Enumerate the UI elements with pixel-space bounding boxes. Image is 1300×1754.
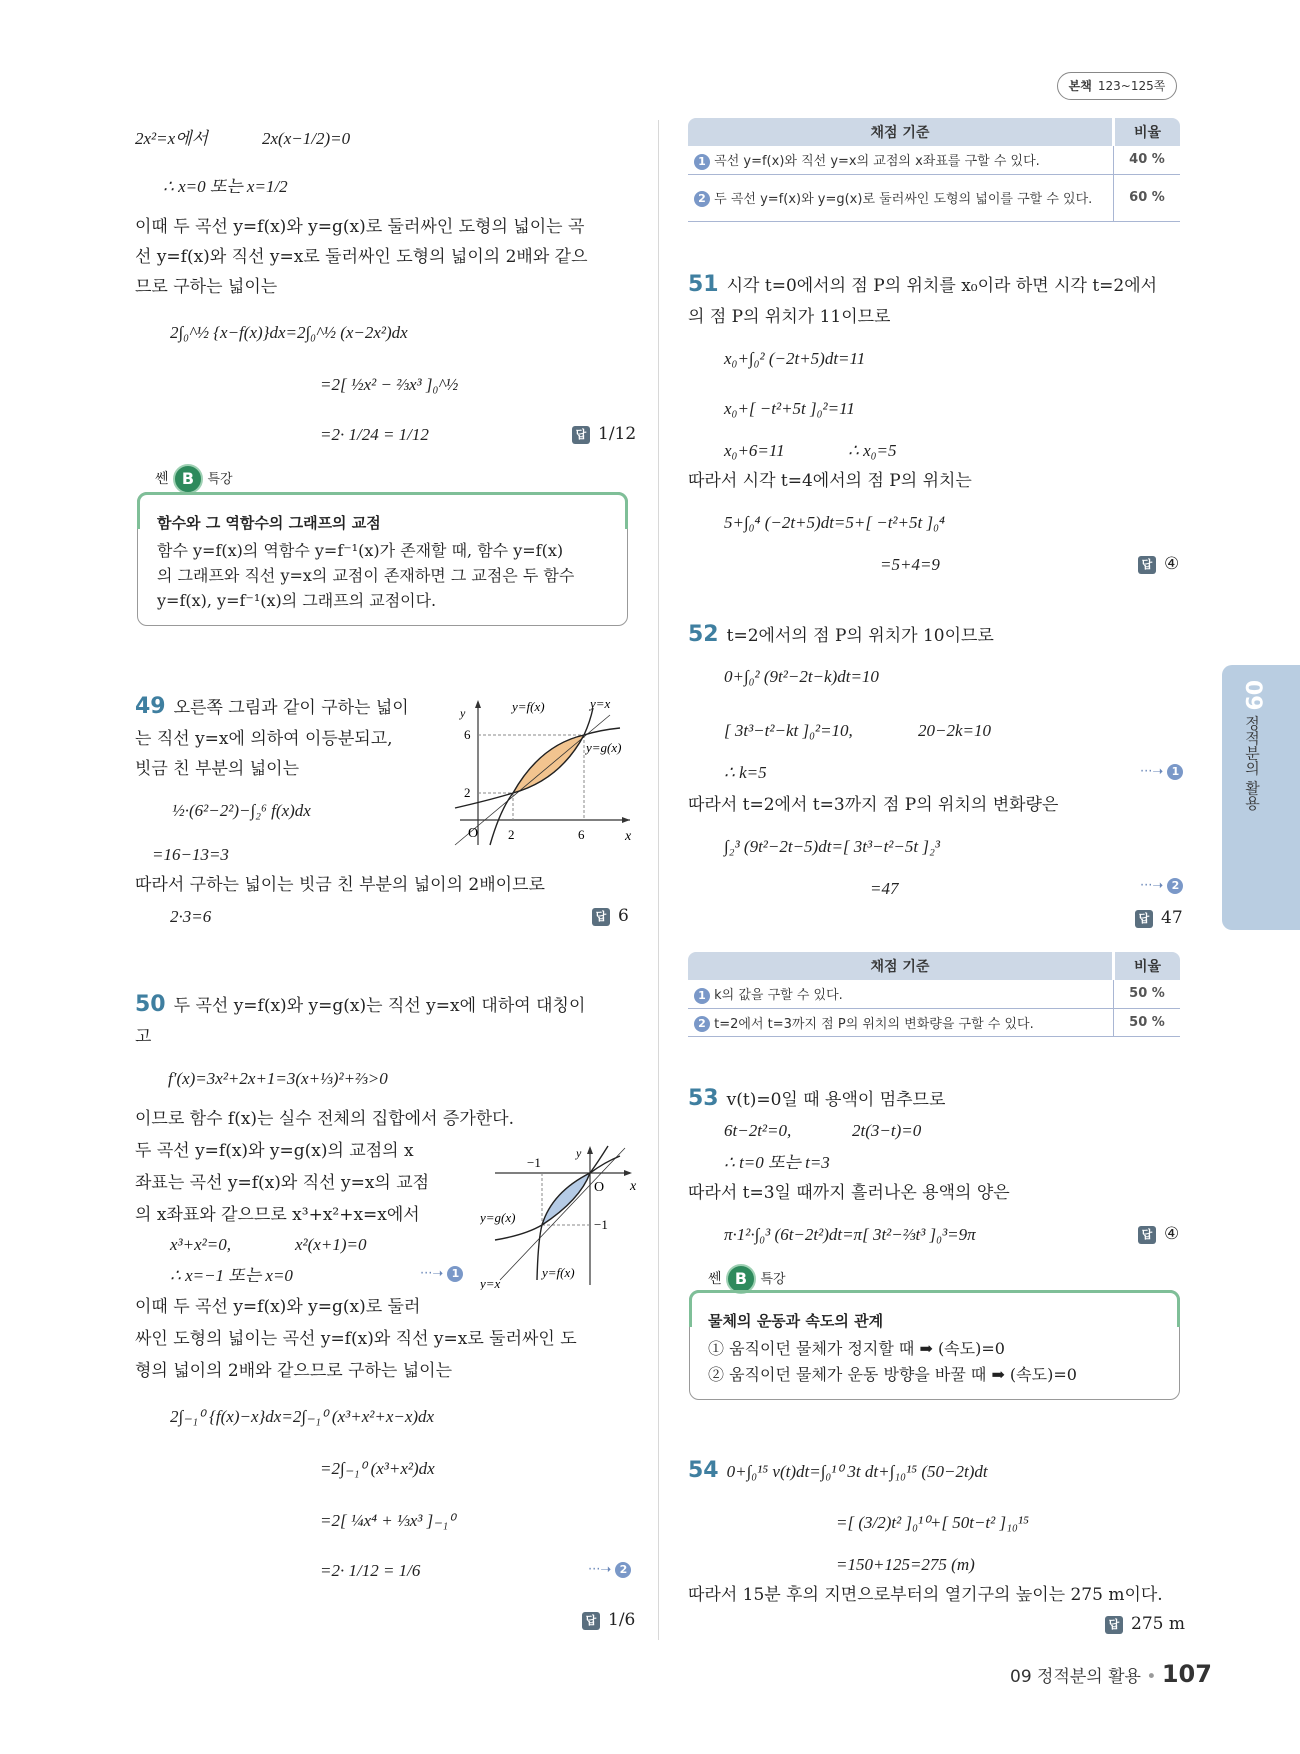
equation: ∴ x=0 또는 x=1/2	[163, 177, 288, 196]
step-marker-2: ···➝ 2	[588, 1562, 631, 1578]
ratio-value: 40 %	[1114, 146, 1181, 174]
equation: =47	[870, 879, 899, 898]
svg-text:O: O	[468, 826, 479, 841]
problem-number: 50	[135, 992, 166, 1017]
text: 두 곡선 y=f(x)와 y=g(x)는 직선 y=x에 대하여 대칭이	[173, 996, 586, 1016]
equation: =2∫₋₁⁰ (x³+x²)dx	[320, 1459, 435, 1478]
equation: =2[ ¼x⁴ + ⅓x³ ]₋₁⁰	[320, 1511, 455, 1530]
text-line: 고	[135, 1027, 152, 1047]
answer-icon: 답	[582, 1612, 600, 1630]
table-row	[688, 174, 1180, 221]
svg-text:O: O	[594, 1180, 605, 1195]
equation: x₀+∫₀² (−2t+5)dt=11	[724, 349, 866, 368]
page-number: 107	[1161, 1660, 1212, 1688]
table-row	[688, 146, 1180, 174]
text: v(t)=0일 때 용액이 멈추므로	[726, 1090, 946, 1110]
answer-value: 275 m	[1131, 1614, 1185, 1634]
step-number-icon: 2	[1167, 878, 1183, 894]
equation: =5+4=9	[880, 555, 940, 574]
equation: [ 3t³−t²−kt ]₀²=10,	[724, 721, 853, 740]
svg-text:−1: −1	[527, 1155, 541, 1170]
equation: 0+∫₀² (9t²−2t−k)dt=10	[724, 667, 879, 686]
svg-text:x: x	[625, 829, 632, 844]
equation: 2∫₀^½ {x−f(x)}dx=2∫₀^½ (x−2x²)dx	[170, 323, 408, 342]
grading-table-2	[688, 952, 1180, 1037]
text: 오른쪽 그림과 같이 구하는 넓이	[173, 698, 409, 718]
criteria-text: 곡선 y=f(x)와 직선 y=x의 교점의 x좌표를 구할 수 있다.	[714, 154, 1040, 169]
textbook-page-reference	[1057, 72, 1177, 100]
header-criteria: 채점 기준	[688, 952, 1114, 980]
chapter-title: 정적분의 활용	[1243, 715, 1261, 811]
equation: =150+125=275 (m)	[836, 1555, 975, 1574]
header-ratio: 비율	[1114, 118, 1181, 146]
step-number-icon: 1	[694, 988, 710, 1004]
equation: 2x²=x에서	[135, 129, 209, 148]
text-line: 이므로 함수 f(x)는 실수 전체의 집합에서 증가한다.	[135, 1109, 514, 1129]
text: 0+∫₀¹⁵ v(t)dt=∫₀¹⁰ 3t dt+∫₁₀¹⁵ (50−2t)dt	[726, 1462, 988, 1481]
text-line	[688, 1088, 945, 1111]
equation: x³+x²=0,	[170, 1235, 231, 1254]
table-row	[688, 980, 1180, 1008]
problem-number: 54	[688, 1458, 719, 1483]
answer-value: 6	[618, 906, 629, 926]
svg-text:y: y	[576, 1146, 582, 1160]
text-line: 따라서 시각 t=4에서의 점 P의 위치는	[688, 471, 972, 491]
problem-number: 49	[135, 694, 166, 719]
text-line: 좌표는 곡선 y=f(x)와 직선 y=x의 교점	[135, 1173, 430, 1193]
answer	[1105, 1614, 1185, 1634]
text-line	[135, 994, 585, 1017]
answer-icon: 답	[1138, 1226, 1156, 1244]
text-line: 이때 두 곡선 y=f(x)와 y=g(x)로 둘러	[135, 1297, 421, 1317]
text-line: 므로 구하는 넓이는	[135, 277, 278, 297]
step-marker-1: ···➝ 1	[1140, 764, 1183, 780]
step-number-icon: 1	[694, 154, 710, 170]
criteria-text: k의 값을 구할 수 있다.	[714, 988, 843, 1003]
text-line: 의 점 P의 위치가 11이므로	[688, 307, 891, 327]
tip-label: 특강	[207, 472, 233, 487]
problem-number: 52	[688, 622, 719, 647]
text-line: 빗금 친 부분의 넓이는	[135, 759, 300, 779]
table-row	[688, 1008, 1180, 1037]
svg-text:−1: −1	[594, 1217, 608, 1232]
equation: ∴ x₀=5	[848, 441, 897, 460]
equation: x²(x+1)=0	[295, 1235, 367, 1254]
graph-50	[480, 1140, 640, 1290]
step-number-icon: 2	[694, 1016, 710, 1032]
svg-text:6: 6	[578, 827, 585, 842]
text-line: 따라서 구하는 넓이는 빗금 친 부분의 넓이의 2배이므로	[135, 875, 545, 895]
text: t=2에서의 점 P의 위치가 10이므로	[726, 626, 994, 646]
text-line: 싸인 도형의 넓이는 곡선 y=f(x)와 직선 y=x로 둘러싸인 도	[135, 1329, 577, 1349]
problem-number: 51	[688, 272, 719, 297]
step-number-icon: 2	[694, 191, 710, 207]
text-line	[688, 624, 994, 647]
grading-table-1	[688, 118, 1180, 222]
step-number-icon: 1	[1167, 764, 1183, 780]
equation: =2[ ½x² − ⅔x³ ]₀^½	[320, 375, 459, 394]
answer	[572, 424, 636, 444]
b-badge-icon: B	[173, 464, 203, 494]
equation: =2· 1/12 = 1/6	[320, 1561, 421, 1580]
b-badge-icon: B	[726, 1264, 756, 1294]
step-number-icon: 2	[615, 1562, 631, 1578]
equation: 6t−2t²=0,	[724, 1121, 792, 1140]
equation: ∫₂³ (9t²−2t−5)dt=[ 3t³−t²−5t ]₂³	[724, 837, 940, 856]
text-line: 따라서 15분 후의 지면으로부터의 열기구의 높이는 275 m이다.	[688, 1585, 1163, 1605]
tip-line: y=f(x), y=f⁻¹(x)의 그래프의 교점이다.	[157, 591, 437, 610]
answer-icon: 답	[1138, 556, 1156, 574]
svg-text:y=x: y=x	[480, 1276, 501, 1290]
tip-line: 함수 y=f(x)의 역함수 y=f⁻¹(x)가 존재할 때, 함수 y=f(x)	[157, 541, 564, 560]
tip-title: 함수와 그 역함수의 그래프의 교점	[157, 514, 381, 532]
answer-value: 1/6	[608, 1610, 636, 1630]
ratio-value: 50 %	[1114, 980, 1181, 1008]
ratio-value: 60 %	[1114, 174, 1181, 221]
column-divider	[658, 120, 659, 1640]
tip-title: 물체의 운동과 속도의 관계	[708, 1312, 884, 1330]
step-marker-2: ···➝ 2	[1140, 878, 1183, 894]
criteria-text: t=2에서 t=3까지 점 P의 위치의 변화량을 구할 수 있다.	[714, 1016, 1034, 1032]
step-number-icon: 1	[447, 1266, 463, 1282]
equation: =16−13=3	[152, 845, 229, 864]
tip-line: 의 그래프와 직선 y=x의 교점이 존재하면 그 교점은 두 함수	[157, 566, 575, 585]
equation: x₀+6=11	[724, 441, 785, 460]
answer	[592, 906, 629, 926]
equation: f′(x)=3x²+2x+1=3(x+⅓)²+⅔>0	[168, 1069, 388, 1088]
svg-text:y=g(x): y=g(x)	[480, 1210, 516, 1225]
equation: ∴ x=−1 또는 x=0	[170, 1266, 293, 1285]
svg-text:y=f(x): y=f(x)	[512, 699, 545, 714]
text-line	[135, 696, 409, 719]
header-criteria: 채점 기준	[688, 118, 1114, 146]
answer	[1138, 554, 1179, 574]
equation: 2·3=6	[170, 907, 212, 926]
text-line: 따라서 t=2에서 t=3까지 점 P의 위치의 변화량은	[688, 795, 1059, 815]
equation: ½·(6²−2²)−∫₂⁶ f(x)dx	[172, 801, 311, 820]
chapter-side-tab-label	[1240, 680, 1265, 810]
problem-number: 53	[688, 1086, 719, 1111]
badge-pages: 123~125쪽	[1097, 79, 1166, 93]
equation: ∴ t=0 또는 t=3	[724, 1153, 830, 1172]
badge-label: 본책	[1068, 79, 1092, 93]
graph-49	[450, 690, 640, 850]
svg-text:y=x: y=x	[590, 696, 611, 711]
equation: 20−2k=10	[918, 721, 991, 740]
answer-icon: 답	[572, 426, 590, 444]
svg-text:2: 2	[464, 785, 471, 800]
answer-value: ④	[1164, 554, 1180, 574]
equation: x₀+[ −t²+5t ]₀²=11	[724, 399, 855, 418]
equation: ∴ k=5	[724, 763, 767, 782]
answer-value: 47	[1161, 908, 1183, 928]
page-footer	[1010, 1660, 1212, 1688]
equation: 2x(x−1/2)=0	[262, 129, 351, 148]
svg-text:2: 2	[508, 827, 515, 842]
text-line	[688, 274, 1157, 297]
text: 시각 t=0에서의 점 P의 위치를 x₀이라 하면 시각 t=2에서	[726, 276, 1158, 296]
text-line: 의 x좌표와 같으므로 x³+x²+x=x에서	[135, 1205, 420, 1225]
text-line: 선 y=f(x)와 직선 y=x로 둘러싸인 도형의 넓이의 2배와 같으	[135, 247, 588, 267]
answer	[1138, 1224, 1179, 1244]
text-line: 형의 넓이의 2배와 같으므로 구하는 넓이는	[135, 1361, 453, 1381]
text-line: 이때 두 곡선 y=f(x)와 y=g(x)로 둘러싸인 도형의 넓이는 곡	[135, 217, 585, 237]
chapter-number: 09	[1240, 680, 1265, 711]
criteria-text: 두 곡선 y=f(x)와 y=g(x)로 둘러싸인 도형의 넓이를 구할 수 있다.	[714, 191, 1093, 207]
footer-chapter: 09 정적분의 활용	[1010, 1667, 1141, 1687]
brand-label: 쎈	[708, 1271, 722, 1287]
header-ratio: 비율	[1114, 952, 1181, 980]
equation: 5+∫₀⁴ (−2t+5)dt=5+[ −t²+5t ]₀⁴	[724, 513, 945, 532]
text-line: 두 곡선 y=f(x)와 y=g(x)의 교점의 x	[135, 1141, 414, 1161]
brand-label: 쎈	[155, 471, 169, 487]
answer-value: ④	[1164, 1224, 1180, 1244]
answer-icon: 답	[1135, 910, 1153, 928]
equation: 2t(3−t)=0	[852, 1121, 922, 1140]
tip-line: ② 움직이던 물체가 운동 방향을 바꿀 때 ➡ (속도)=0	[708, 1365, 1077, 1384]
equation: π·1²·∫₀³ (6t−2t²)dt=π[ 3t²−⅔t³ ]₀³=9π	[724, 1225, 976, 1244]
text-line: 따라서 t=3일 때까지 흘러나온 용액의 양은	[688, 1183, 1010, 1203]
svg-text:6: 6	[464, 727, 471, 742]
equation: =[ (3/2)t² ]₀¹⁰+[ 50t−t² ]₁₀¹⁵	[836, 1513, 1029, 1532]
ratio-value: 50 %	[1114, 1008, 1181, 1037]
answer-value: 1/12	[598, 424, 637, 444]
equation: 2∫₋₁⁰ {f(x)−x}dx=2∫₋₁⁰ (x³+x²+x−x)dx	[170, 1407, 435, 1426]
tip-label: 특강	[760, 1272, 786, 1287]
svg-text:y=g(x): y=g(x)	[586, 740, 622, 755]
svg-text:x: x	[630, 1179, 637, 1194]
tip-line: ① 움직이던 물체가 정지할 때 ➡ (속도)=0	[708, 1339, 1005, 1358]
answer	[582, 1610, 635, 1630]
step-marker-1: ···➝ 1	[420, 1266, 463, 1282]
svg-text:y: y	[460, 706, 466, 720]
tip-header	[155, 464, 233, 494]
svg-text:y=f(x): y=f(x)	[542, 1265, 575, 1280]
equation: =2· 1/24 = 1/12	[320, 425, 429, 444]
footer-separator: •	[1146, 1667, 1157, 1687]
answer	[1135, 908, 1183, 928]
equation	[688, 1460, 988, 1483]
answer-icon: 답	[1105, 1616, 1123, 1634]
answer-icon: 답	[592, 908, 610, 926]
text-line: 는 직선 y=x에 의하여 이등분되고,	[135, 729, 393, 749]
